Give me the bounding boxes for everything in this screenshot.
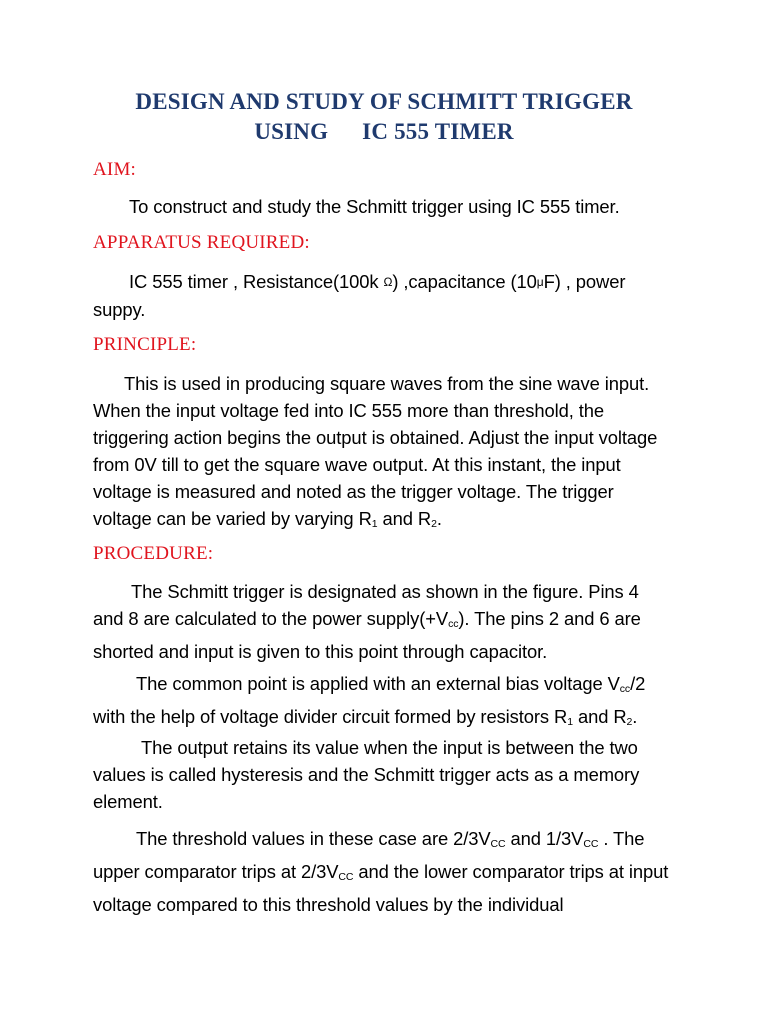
p1-text-a: The Schmitt trigger is designated as shown in the figure. Pins 4 and 8 are calculated to the power supply(+V: [93, 581, 639, 629]
p1-text-b: ). The pins 2 and 6 are shorted and input is given to this point through capacitor.: [93, 608, 641, 662]
aim-text: [93, 193, 673, 220]
p1-vcc-subscript: cc: [448, 618, 459, 630]
p4-text-b: and 1/3V: [505, 828, 584, 849]
apparatus-part-3: F) , power suppy.: [93, 271, 626, 320]
p2-vcc-subscript: cc: [619, 683, 631, 695]
principle-and: and R: [377, 508, 432, 529]
procedure-paragraph-4: [93, 825, 673, 918]
p3-text: The output retains its value when the input is between the two values is called hysteresis and the Schmitt trigger acts as a memory element.: [93, 737, 640, 812]
title-using: USING: [254, 119, 329, 144]
procedure-paragraph-2: [93, 670, 673, 736]
procedure-paragraph-1: [93, 578, 673, 665]
p4-vcc-subscript-3: CC: [338, 871, 354, 883]
p4-vcc-subscript-2: CC: [583, 838, 599, 850]
p4-text-c: . The upper comparator trips at 2/3V: [93, 828, 645, 882]
apparatus-part-2: ) ,capacitance (10: [392, 271, 537, 292]
principle-body: This is used in producing square waves from the sine wave input. When the input voltage fed into IC 555 more than threshold, the triggering action begins the output is obtained. Adjust the input voltage from 0V till to get the square wave output. At this instant, the input voltage is measured and noted as the trigger voltage. The trigger voltage can be varied by varying R: [93, 373, 658, 529]
principle-text: [93, 370, 673, 538]
procedure-heading: PROCEDURE:: [93, 543, 214, 564]
apparatus-part-1: IC 555 timer , Resistance(100k: [129, 271, 384, 292]
apparatus-text: [93, 268, 673, 323]
principle-r2-subscript: 2: [431, 518, 437, 530]
p2-text-a: The common point is applied with an external bias voltage V: [136, 673, 620, 694]
principle-end: .: [436, 508, 442, 529]
p2-r1-subscript: 1: [567, 716, 573, 728]
ohm-symbol: Ω: [383, 275, 393, 289]
p2-text-c: and R: [572, 706, 627, 727]
apparatus-heading: APPARATUS REQUIRED:: [93, 232, 310, 253]
principle-r1-subscript: 1: [371, 518, 378, 530]
p4-text-d: and the lower comparator trips at input voltage compared to this threshold values by the individual: [93, 861, 669, 915]
aim-sentence: To construct and study the Schmitt trigger using IC 555 timer.: [129, 196, 620, 217]
p2-text-d: .: [632, 706, 638, 727]
document-title-line-2: [0, 119, 768, 145]
p4-text-a: The threshold values in these case are 2/3V: [136, 828, 491, 849]
p2-text-b: /2 with the help of voltage divider circuit formed by resistors R: [93, 673, 646, 727]
p2-r2-subscript: 2: [626, 716, 633, 728]
procedure-paragraph-3: [93, 734, 673, 815]
aim-heading: AIM:: [93, 159, 137, 180]
p4-vcc-subscript-1: CC: [490, 838, 506, 850]
micro-symbol: μ: [536, 275, 544, 289]
principle-heading: PRINCIPLE:: [93, 334, 197, 355]
title-ic-555: IC 555 TIMER: [362, 119, 514, 144]
document-title-line-1: DESIGN AND STUDY OF SCHMITT TRIGGER: [135, 89, 633, 114]
